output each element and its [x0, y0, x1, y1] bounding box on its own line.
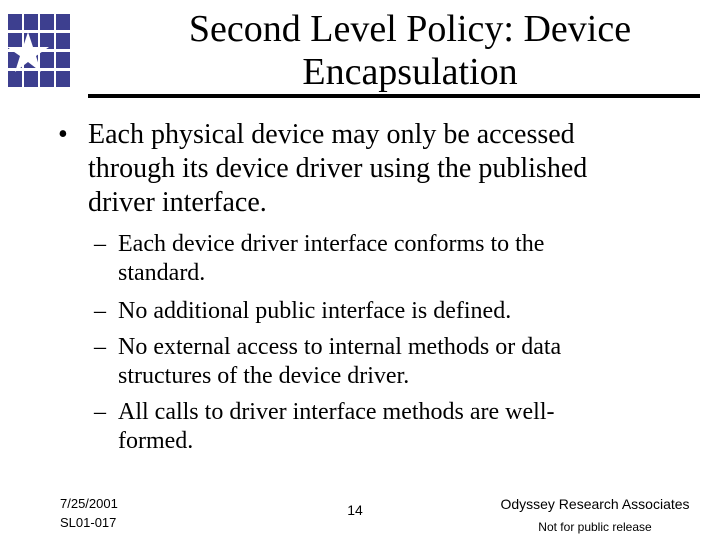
footer-organization: Odyssey Research Associates: [500, 496, 690, 512]
footer-code: SL01-017: [60, 515, 117, 530]
grid-star-logo-icon: [8, 14, 72, 88]
sub-bullet-2-line-1: No additional public interface is defined.: [118, 298, 512, 324]
sub-bullet-marker: –: [94, 298, 106, 324]
title-line-2: Encapsulation: [302, 51, 518, 93]
sub-bullet-2-text: [118, 297, 674, 326]
sub-bullet-3-text: [118, 333, 674, 391]
sub-bullet-marker: –: [94, 399, 106, 425]
footer-left: [60, 494, 170, 532]
footer-right: [480, 494, 710, 536]
main-bullet-line-2: through its device driver using the published: [88, 153, 588, 184]
sub-bullet-3-line-2: structures of the device driver.: [118, 363, 410, 389]
sub-bullet-1-line-2: standard.: [118, 260, 206, 286]
main-bullet-text: [88, 118, 678, 220]
sub-bullet-1-line-1: Each device driver interface conforms to the: [118, 231, 545, 257]
sub-bullet-4-line-2: formed.: [118, 428, 194, 454]
sub-bullet-1-text: [118, 230, 674, 288]
main-bullet-line-3: driver interface.: [88, 187, 267, 218]
sub-bullet-marker: –: [94, 334, 106, 360]
title-line-1: Second Level Policy: Device: [188, 8, 632, 50]
footer-date: 7/25/2001: [60, 496, 118, 511]
title-divider: [88, 94, 700, 98]
page-number: 14: [347, 502, 363, 518]
sub-bullet-4-text: [118, 398, 674, 456]
slide-title: [110, 8, 710, 94]
bullet-marker: •: [58, 119, 68, 150]
main-bullet-line-1: Each physical device may only be accessed: [88, 119, 575, 150]
sub-bullet-3-line-1: No external access to internal methods or data: [118, 334, 562, 360]
footer-notice: Not for public release: [538, 520, 652, 534]
sub-bullet-4-line-1: All calls to driver interface methods are well-: [118, 399, 555, 425]
sub-bullet-marker: –: [94, 231, 106, 257]
